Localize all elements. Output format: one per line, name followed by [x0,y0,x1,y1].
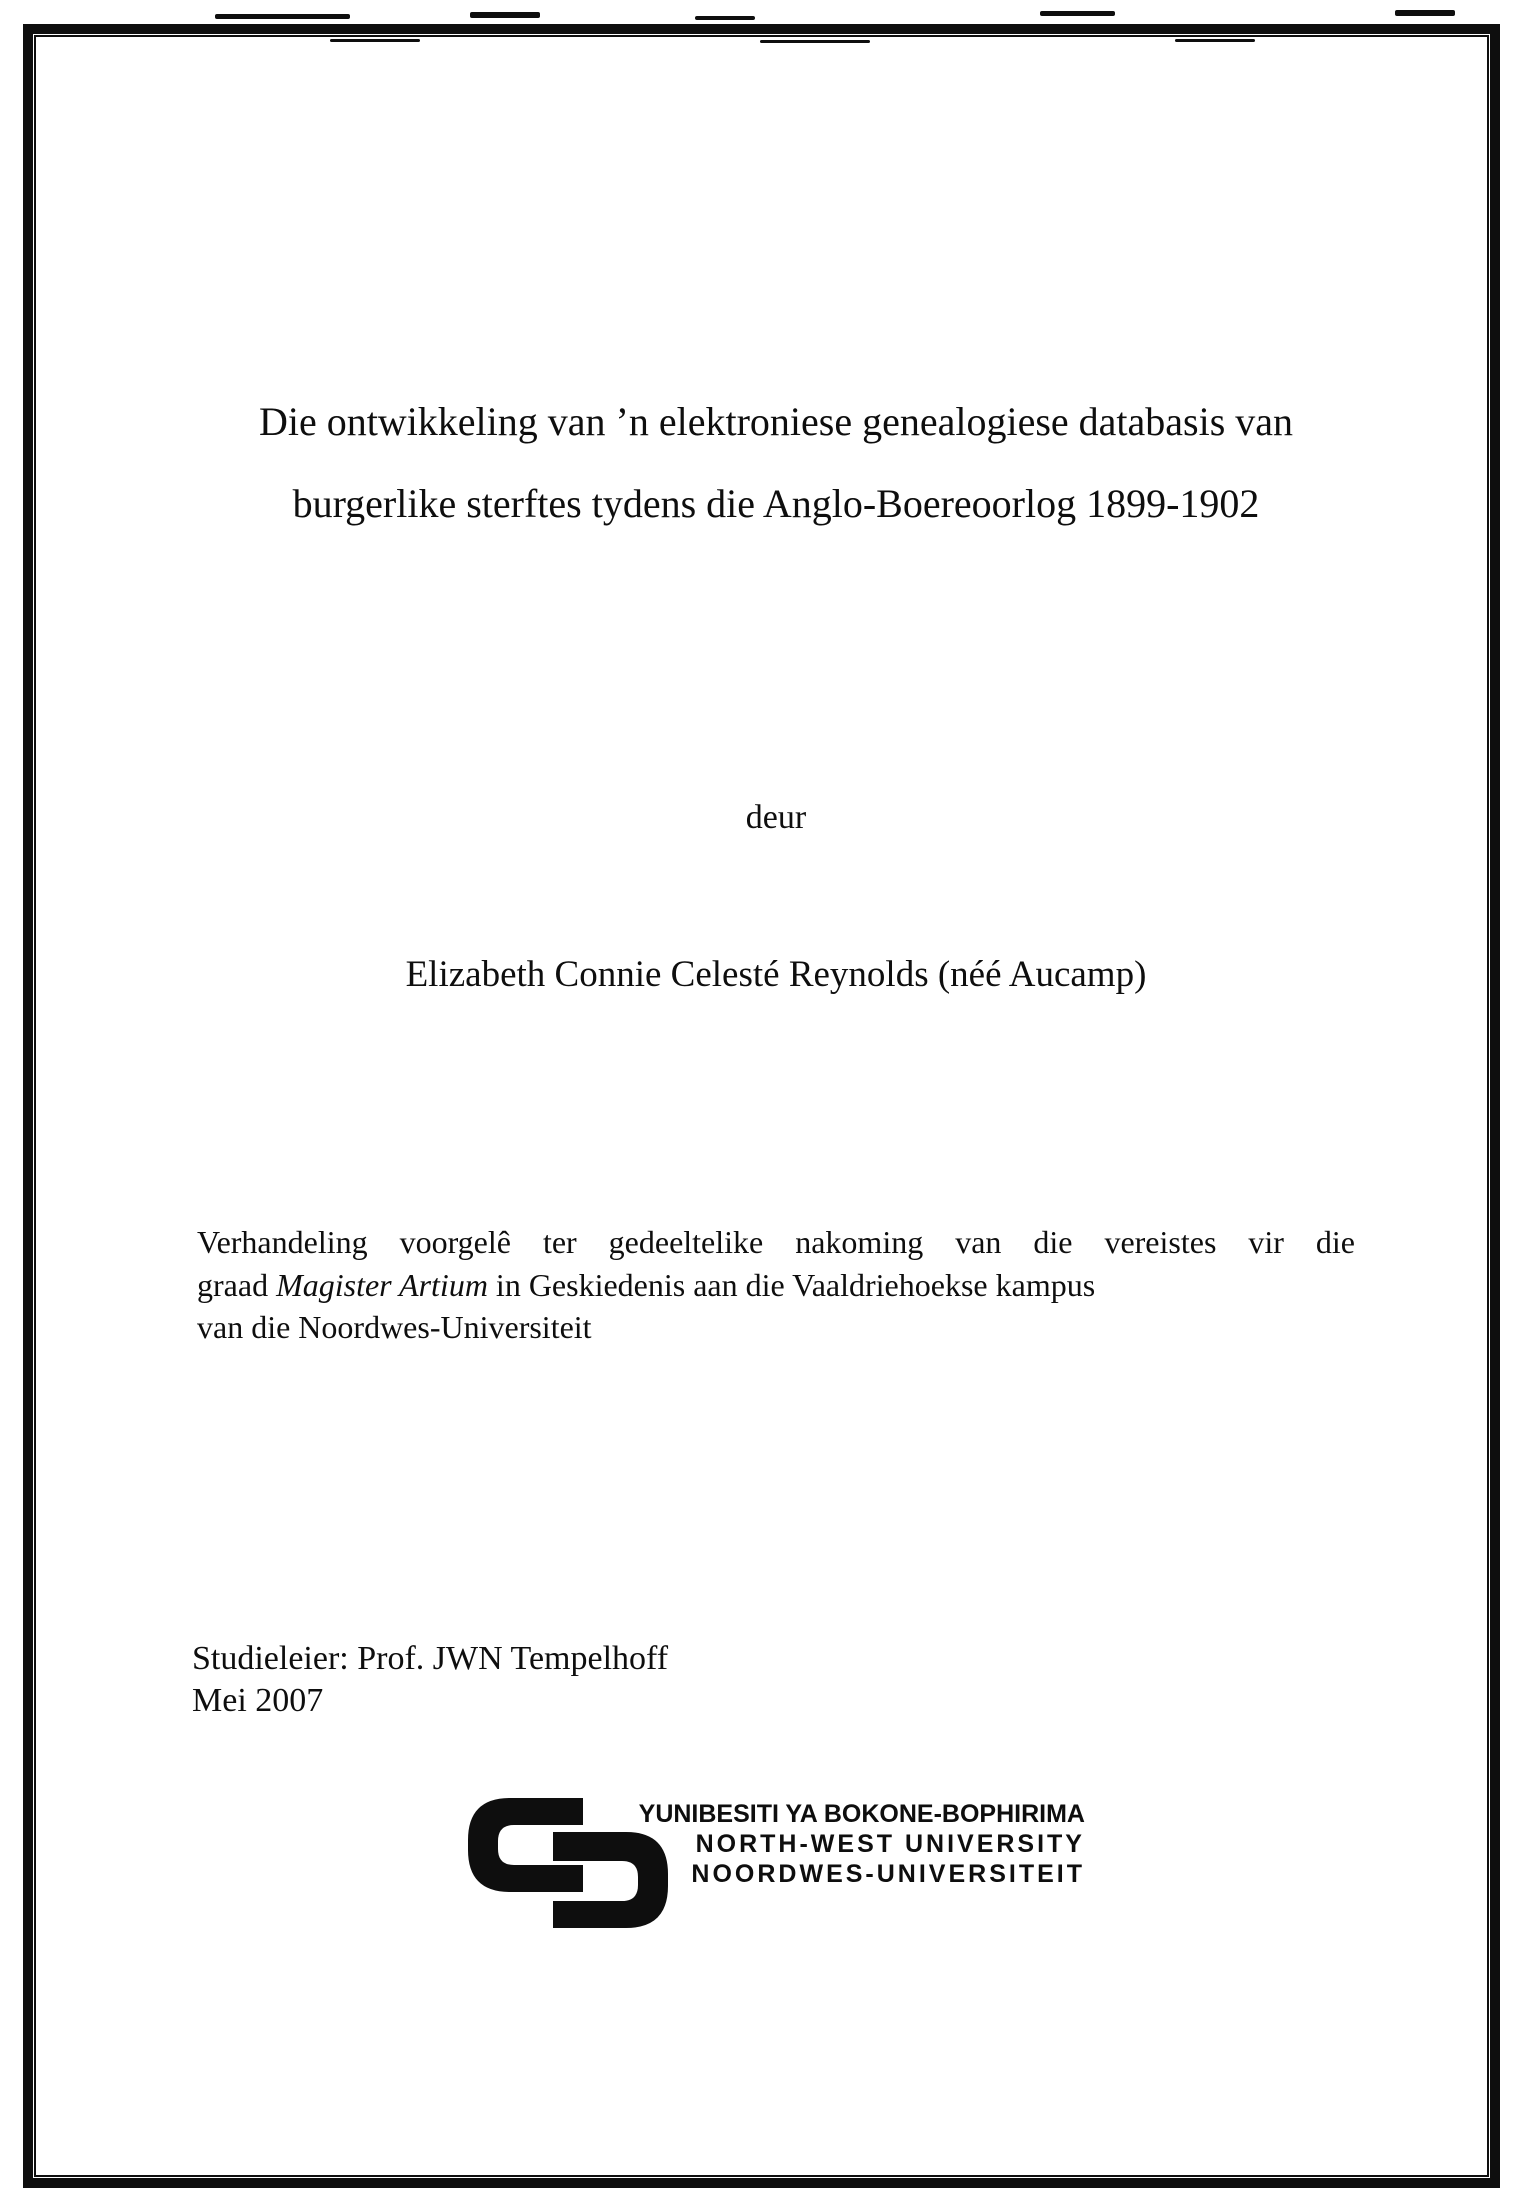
byline: deur [745,799,807,836]
logo-line-afrikaans: NOORDWES-UNIVERSITEIT [691,1860,1085,1888]
nwu-logo-text [639,1799,1085,1889]
logo-line-setswana: YUNIBESITI YA BOKONE-BOPHIRIMA [638,1800,1085,1828]
date-line: Mei 2007 [192,1682,324,1719]
statement-line-2-prefix: graad [197,1266,277,1303]
title-line-1: Die ontwikkeling van ’n elektroniese genealogiese databasis van [258,399,1294,444]
supervisor-line: Studieleier: Prof. JWN Tempelhoff [192,1640,669,1677]
statement-line-2 [197,1264,1355,1307]
logo-line-english: NORTH-WEST UNIVERSITY [695,1830,1085,1858]
scan-artifact [1040,11,1115,16]
title-line-2: burgerlike sterftes tydens die Anglo-Boereoorlog 1899-1902 [292,481,1260,526]
scan-artifact [470,12,540,18]
degree-name: Magister Artium [276,1266,488,1303]
statement-line-2-suffix: in Geskiedenis aan die Vaaldriehoekse kampus [487,1266,1096,1303]
statement-line-3: van die Noordwes-Universiteit [197,1309,592,1345]
submission-statement [197,1221,1355,1349]
statement-line-1: Verhandeling voorgelê ter gedeeltelike nakoming van die vereistes vir die [197,1224,1355,1260]
thesis-title [197,381,1355,545]
scan-artifact [695,16,755,20]
supervisor-block [192,1638,668,1722]
scan-artifact [215,14,350,19]
scan-artifact [1395,10,1455,16]
author-name: Elizabeth Connie Celesté Reynolds (néé Aucamp) [405,954,1147,995]
